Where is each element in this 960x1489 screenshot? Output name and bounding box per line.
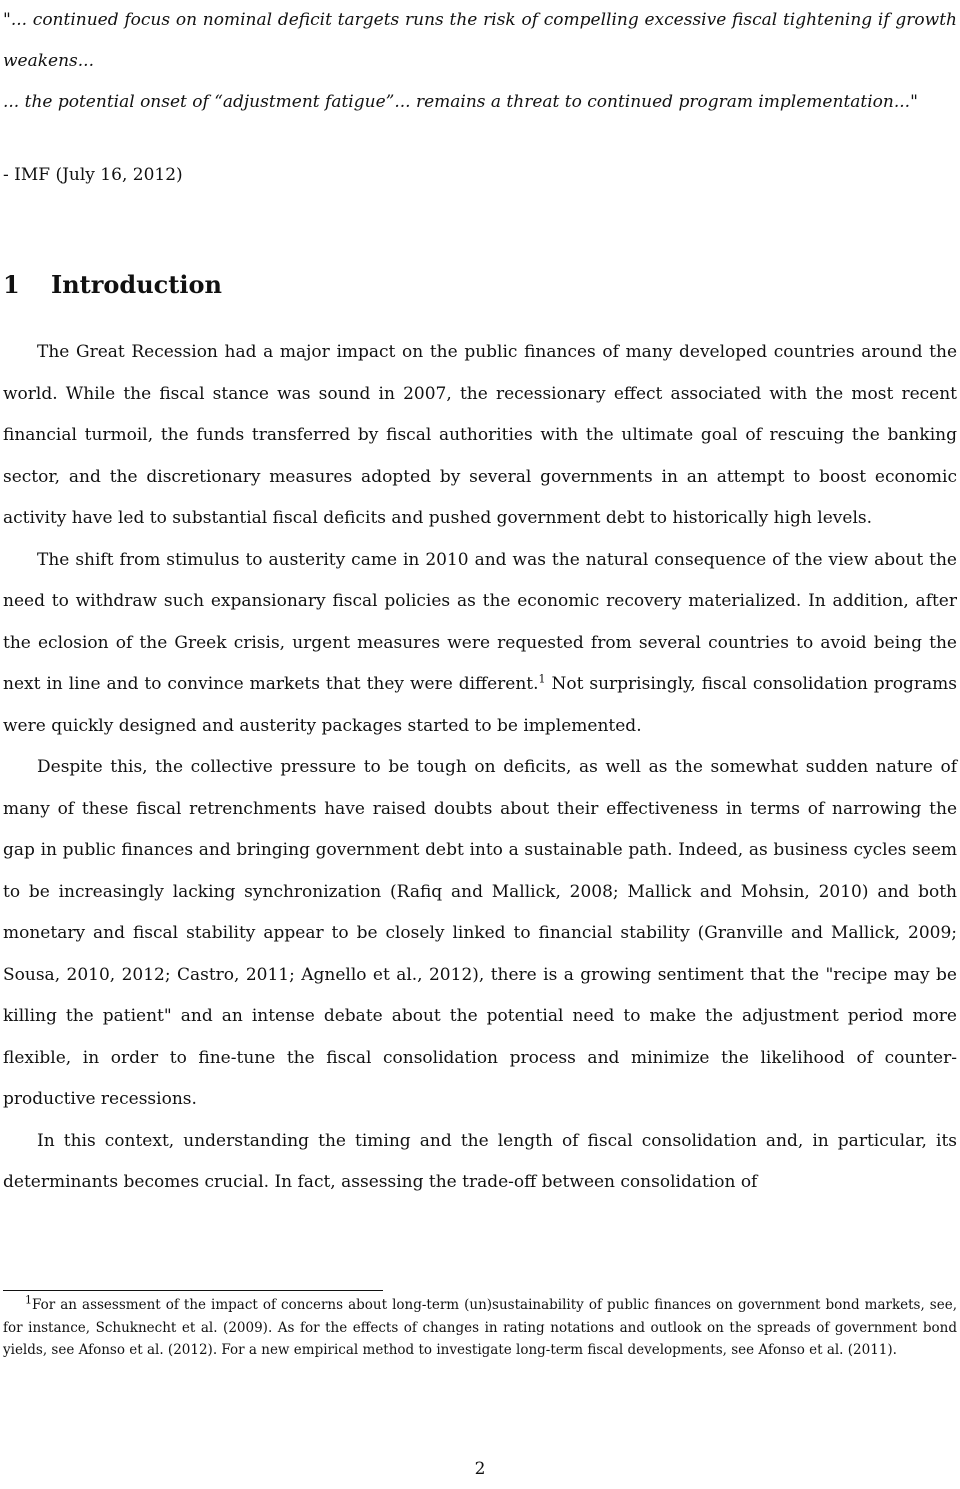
paragraph-1: The Great Recession had a major impact on the public finances of many developed countries around the world. While the fiscal stance was sound in 2007, the recessionary effect associated with the most recent financial turmoil, the funds transferred by fiscal authorities with the ultimate goal of rescuing the banking sector, and the discretionary measures adopted by several governments in an attempt to boost economic activity have led to substantial fiscal deficits and pushed government debt to historically high levels.: [3, 342, 957, 528]
footnote-marker: 1: [25, 1293, 32, 1307]
paragraph-4: In this context, understanding the timing and the length of fiscal consolidation and, in particular, its determinants becomes crucial. In fact, assessing the trade-off between consolidation of: [3, 1130, 957, 1192]
epigraph-line-2: ... the potential onset of “adjustment fatigue”... remains a threat to continued program implementation...": [3, 92, 918, 112]
footnote-paragraph: [3, 1294, 957, 1362]
footnote-reference: 1: [538, 672, 546, 686]
section-title: Introduction: [51, 270, 222, 299]
epigraph-line-1: "... continued focus on nominal deficit targets runs the risk of compelling excessive fiscal tightening if growth weakens...: [3, 10, 957, 71]
body-text: [3, 332, 957, 1204]
paragraph-3: Despite this, the collective pressure to be tough on deficits, as well as the somewhat sudden nature of many of these fiscal retrenchments have raised doubts about their effectiveness in terms of narrowing the gap in public finances and bringing government debt into a sustainable path. Indeed, as business cycles seem to be increasingly lacking synchronization (Rafiq and Mallick, 2008; Mallick and Mohsin, 2010) and both monetary and fiscal stability appear to be closely linked to financial stability (Granville and Mallick, 2009; Sousa, 2010, 2012; Castro, 2011; Agnello et al., 2012), there is a growing sentiment that the "recipe may be killing the patient" and an intense debate about the potential need to make the adjustment period more flexible, in order to fine-tune the fiscal consolidation process and minimize the likelihood of counter-productive recessions.: [3, 757, 957, 1109]
epigraph-attribution: - IMF (July 16, 2012): [3, 165, 183, 185]
paragraph-2-part-a: The shift from stimulus to austerity came in 2010 and was the natural consequence of the view about the need to withdraw such expansionary fiscal policies as the economic recovery materialized. In addition, after the eclosion of the Greek crisis, urgent measures were requested from several countries to avoid being the next in line and to convince markets that they were different.: [3, 549, 957, 694]
section-number: 1: [3, 270, 20, 299]
page-number: 2: [474, 1459, 486, 1479]
section-heading: [3, 265, 222, 305]
footnote: [3, 1294, 957, 1362]
paragraph-2: [3, 540, 957, 748]
paragraph-2-part-b: Not surprisingly, fiscal consolidation programs were quickly designed and austerity packages started to be implemented.: [3, 674, 957, 736]
epigraph-quote: [3, 0, 957, 123]
footnote-text: For an assessment of the impact of concerns about long-term (un)sustainability of public finances on government bond markets, see, for instance, Schuknecht et al. (2009). As for the effects of changes in rating notations and outlook on the spreads of government bond yields, see Afonso et al. (2012). For a new empirical method to investigate long-term fiscal developments, see Afonso et al. (2011).: [3, 1297, 957, 1358]
footnote-divider: [3, 1290, 383, 1291]
